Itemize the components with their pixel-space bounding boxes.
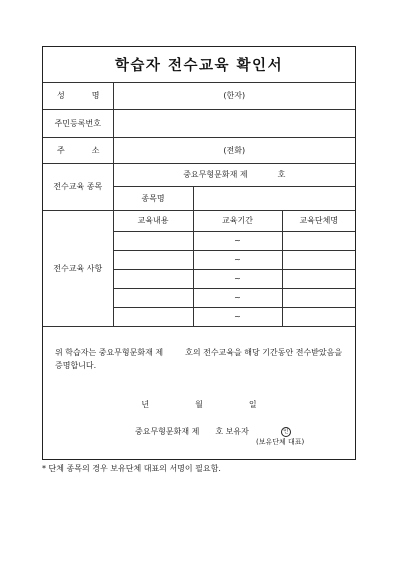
- footnote: * 단체 종목의 경우 보유단체 대표의 서명이 필요함.: [42, 464, 221, 473]
- phone-hint: (전화): [223, 145, 246, 155]
- name-hint: (한자): [223, 90, 246, 100]
- address-field[interactable]: [113, 137, 355, 163]
- item-name-field[interactable]: [193, 186, 355, 210]
- date-line: [43, 399, 355, 410]
- month-label: 월: [195, 400, 203, 409]
- col-header-content: 교육내용: [113, 210, 193, 231]
- org-cell[interactable]: [282, 307, 355, 326]
- statement-line-1: 위 학습자는 중요무형문화재 제 호의 전수교육을 해당 기간동안 전수받았음을: [55, 348, 343, 357]
- period-cell[interactable]: ~: [193, 307, 282, 326]
- period-cell[interactable]: ~: [193, 269, 282, 288]
- name-field[interactable]: [113, 82, 355, 109]
- period-cell[interactable]: ~: [193, 250, 282, 269]
- address-label: 주 소: [43, 137, 113, 163]
- confirmation-form: [42, 46, 356, 460]
- org-cell[interactable]: [282, 250, 355, 269]
- seal-mark-icon: 인: [281, 427, 291, 437]
- heritage-number-field[interactable]: 중요무형문화재 제 호: [113, 163, 355, 186]
- org-cell[interactable]: [282, 269, 355, 288]
- year-label: 년: [141, 400, 150, 409]
- col-header-org: 교육단체명: [282, 210, 355, 231]
- id-number-field[interactable]: [113, 109, 355, 137]
- period-cell[interactable]: ~: [193, 288, 282, 307]
- org-cell[interactable]: [282, 288, 355, 307]
- form-title: 학습자 전수교육 확인서: [43, 47, 355, 83]
- item-name-label: 종목명: [113, 186, 193, 210]
- period-cell[interactable]: ~: [193, 231, 282, 250]
- education-category-label: 전수교육 종목: [43, 163, 113, 210]
- content-cell[interactable]: [113, 307, 193, 326]
- id-number-label: 주민등록번호: [43, 109, 113, 137]
- holder-note: (보유단체 대표): [256, 438, 305, 446]
- content-cell[interactable]: [113, 231, 193, 250]
- certification-statement: [43, 331, 355, 459]
- statement-line-2: 증명합니다.: [55, 361, 97, 370]
- content-cell[interactable]: [113, 269, 193, 288]
- org-cell[interactable]: [282, 231, 355, 250]
- education-matters-label: 전수교육 사항: [43, 210, 113, 326]
- content-cell[interactable]: [113, 288, 193, 307]
- form-table: [43, 82, 355, 327]
- holder-line: 중요무형문화재 제 호 보유자 인: [135, 426, 291, 437]
- col-header-period: 교육기간: [193, 210, 282, 231]
- content-cell[interactable]: [113, 250, 193, 269]
- name-label: 성 명: [43, 82, 113, 109]
- day-label: 일: [248, 400, 257, 409]
